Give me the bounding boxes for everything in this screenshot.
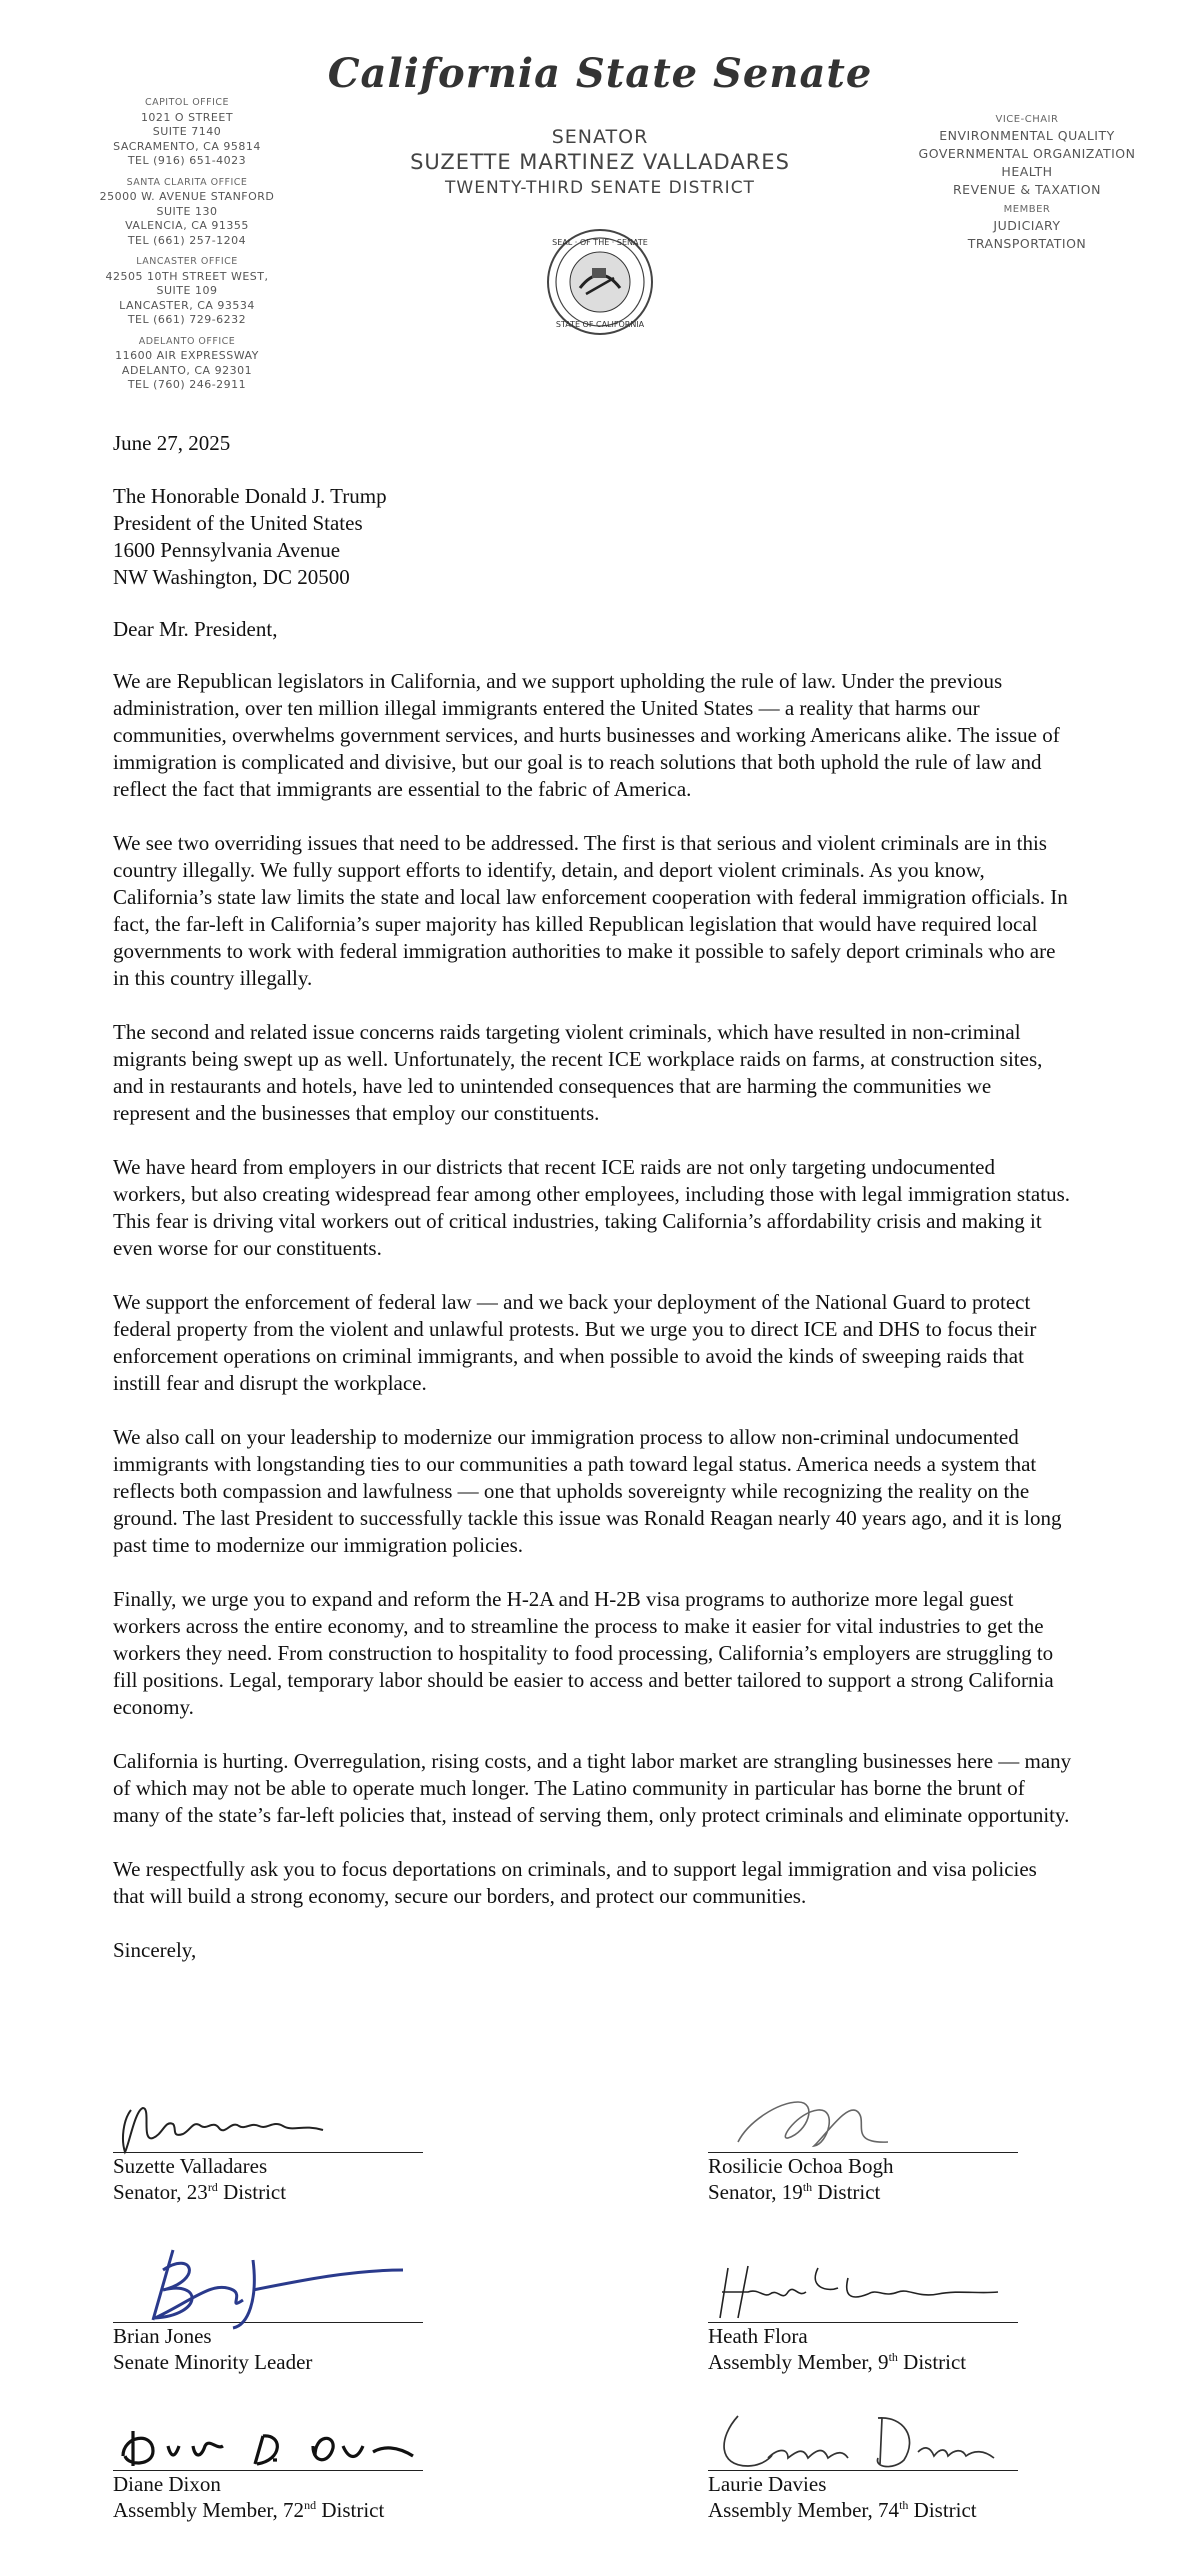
office-name: LANCASTER OFFICE [136,256,238,267]
vice-chair-label: VICE-CHAIR [995,114,1059,125]
recipient-line: NW Washington, DC 20500 [113,565,350,589]
body-paragraph: We have heard from employers in our districts that recent ICE raids are not only targeting undocumented workers, but also creating widespread fear among other employees, including those with legal immigration status. This fear is driving vital workers out of critical industries, taking California’s affordability crisis and making it even worse for our constituents. [113,1155,1070,1260]
office-line: 25000 W. AVENUE STANFORD [99,190,275,203]
handwritten-signature [113,2416,433,2476]
office-line: SACRAMENTO, CA 95814 [113,139,261,153]
office-lancaster [82,255,292,328]
signer-title: Senate Minority Leader [113,2350,313,2374]
senator-label: SENATOR [551,126,649,148]
signer-title: Assembly Member, 72nd District [113,2498,385,2522]
committee-item: ENVIRONMENTAL QUALITY [939,128,1115,143]
office-line: TEL (916) 651-4023 [127,154,247,167]
signer-name: Rosilicie Ochoa Bogh [708,2154,894,2178]
handwritten-signature [718,2082,918,2162]
office-line: ADELANTO, CA 92301 [121,363,253,377]
committee-item: JUDICIARY [993,218,1061,233]
signer-title: Assembly Member, 9th District [708,2350,967,2374]
office-line: SUITE 109 [156,284,218,297]
committee-item: TRANSPORTATION [967,236,1087,251]
signature-block [708,2412,1018,2523]
body-paragraph: We also call on your leadership to modernize our immigration process to allow non-criminal undocumented immigrants with longstanding ties to our communities a path toward legal status. America needs a system that reflects both compassion and lawfulness — one that upholds sovereignty while recognizing the reality on the ground. The last President to successfully tackle this issue was Ronald Reagan nearly 40 years ago, and it is long past time to modernize our immigration policies. [113,1425,1062,1557]
office-santa-clarita [82,176,292,249]
office-capitol [82,96,292,169]
handwritten-signature [133,2240,413,2330]
office-line: TEL (661) 729-6232 [127,313,247,326]
office-line: VALENCIA, CA 91355 [125,219,249,232]
office-adelanto [82,335,292,393]
committee-item: GOVERNMENTAL ORGANIZATION [918,146,1136,161]
signer-name: Suzette Valladares [113,2154,268,2178]
signature-block [113,2090,423,2205]
letter-date: June 27, 2025 [113,431,231,455]
recipient-line: President of the United States [113,511,363,535]
district-name: TWENTY-THIRD SENATE DISTRICT [445,178,755,198]
letterhead-title: California State Senate [327,50,873,97]
body-paragraph: The second and related issue concerns raids targeting violent criminals, which have resulted in non-criminal migrants being swept up as well. Unfortunately, the recent ICE workplace raids on farms, at construction sites, and in restaurants and hotels, have led to unintended consequences that are harming the communities we represent and the businesses that employ our constituents. [113,1020,1043,1125]
signer-name: Diane Dixon [113,2472,221,2496]
senator-name: SUZETTE MARTINEZ VALLADARES [410,150,790,174]
svg-text:SEAL · OF THE · SENATE: SEAL · OF THE · SENATE [552,238,648,247]
closing: Sincerely, [113,1938,197,1962]
member-label: MEMBER [1003,204,1051,215]
body-paragraph: We see two overriding issues that need to be addressed. The first is that serious and violent criminals are in this country illegally. We fully support efforts to identify, detain, and deport violent criminals. As you know, California’s state law limits the state and local law enforcement cooperation with federal immigration officials. In fact, the far-left in California’s super majority has killed Republican legislation that would have required local governments to work with federal immigration authorities to make it possible to safely deport criminals who are in this country illegally. [113,831,1068,990]
office-name: SANTA CLARITA OFFICE [126,176,248,188]
office-list [82,96,292,400]
office-line: TEL (661) 257-1204 [127,233,247,247]
body-paragraph: We respectfully ask you to focus deportations on criminals, and to support legal immigration and visa policies that will build a strong economy, secure our borders, and protect our communities. [113,1857,1037,1908]
recipient-address [113,483,1073,591]
office-line: SUITE 130 [156,204,218,218]
signer-title: Senator, 19th District [708,2180,881,2204]
office-name: CAPITOL OFFICE [144,97,230,108]
office-line: TEL (760) 246-2911 [127,378,247,391]
recipient-line: The Honorable Donald J. Trump [113,484,387,508]
body-paragraph: Finally, we urge you to expand and reform the H-2A and H-2B visa programs to authorize more legal guest workers across the entire economy, and to streamline the process to make it easier for vital industries to get the workers they need. From construction to hospitality to food processing, California’s employers are struggling to fill positions. Legal, temporary labor should be easier to access and better tailored to support a strong California economy. [113,1587,1054,1719]
office-line: 1021 O STREET [140,110,234,124]
signer-title: Senator, 23rd District [113,2180,287,2204]
signer-title: Assembly Member, 74th District [708,2498,977,2522]
signature-block [708,2250,1018,2375]
handwritten-signature [708,2408,1008,2478]
handwritten-signature [113,2090,343,2160]
committee-item: HEALTH [1001,164,1053,179]
committee-list [912,113,1142,253]
office-name: ADELANTO OFFICE [138,335,236,347]
senate-seal-icon [546,228,654,336]
office-line: SUITE 7140 [152,125,222,138]
office-line: 42505 10TH STREET WEST, [105,269,269,283]
signature-block [708,2090,1018,2205]
office-line: LANCASTER, CA 93534 [119,298,255,312]
handwritten-signature [708,2258,1008,2328]
salutation: Dear Mr. President, [113,617,278,641]
svg-text:STATE OF CALIFORNIA: STATE OF CALIFORNIA [555,320,645,329]
signer-name: Laurie Davies [708,2472,827,2496]
recipient-line: 1600 Pennsylvania Avenue [113,538,341,562]
office-line: 11600 AIR EXPRESSWAY [115,349,259,362]
letter-body [113,430,1073,1964]
signature-block [113,2250,423,2375]
body-paragraph: California is hurting. Overregulation, rising costs, and a tight labor market are strangling businesses here — many of which may not be able to operate much longer. The Latino community in particular has borne the brunt of many of the state’s far-left policies that, instead of serving them, only protect criminals and eliminate opportunity. [113,1749,1072,1827]
body-paragraph: We support the enforcement of federal law — and we back your deployment of the National Guard to protect federal property from the violent and unlawful protests. But we urge you to direct ICE and DHS to focus their enforcement operations on criminal immigrants, and when possible to avoid the kinds of sweeping raids that instill fear and disrupt the workplace. [113,1290,1037,1395]
signer-name: Brian Jones [113,2324,212,2348]
signer-name: Heath Flora [708,2324,808,2348]
body-paragraph: We are Republican legislators in California, and we support upholding the rule of law. Under the previous administration, over ten million illegal immigrants entered the United States — a reality that harms our communities, overwhelms government services, and hurts businesses and working Americans alike. The issue of immigration is complicated and divisive, but our goal is to reach solutions that both uphold the rule of law and reflect the fact that immigrants are essential to the fabric of America. [113,669,1060,801]
committee-item: REVENUE & TAXATION [953,182,1101,197]
signature-block [113,2412,423,2523]
